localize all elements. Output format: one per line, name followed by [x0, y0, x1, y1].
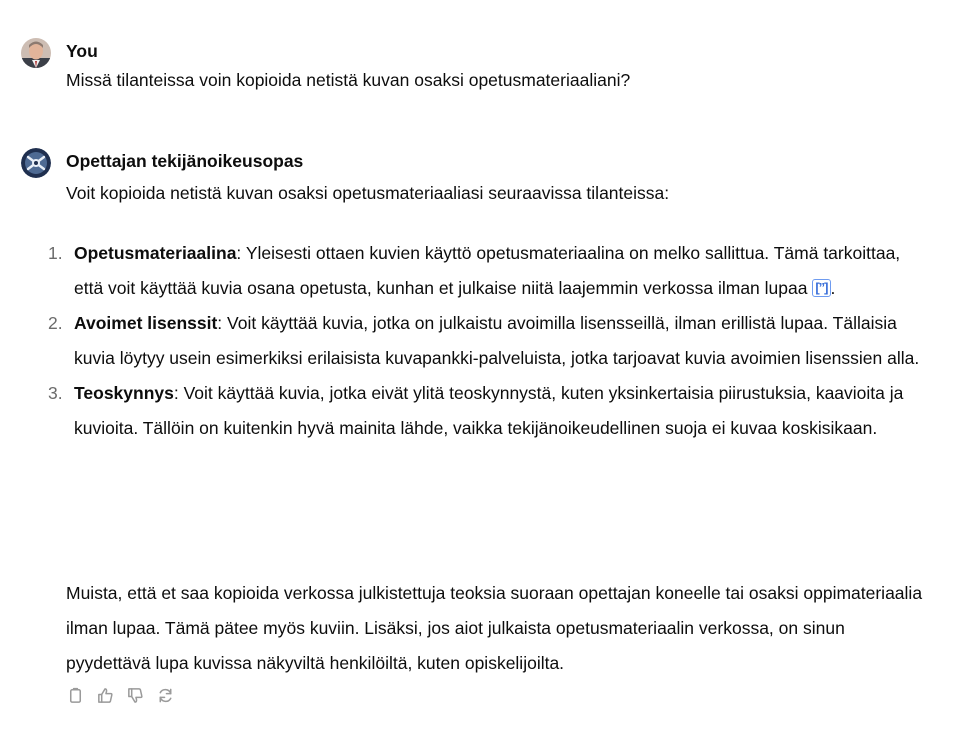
assistant-logo-icon	[21, 148, 51, 178]
assistant-intro-text: Voit kopioida netistä kuvan osaksi opetusmateriaaliasi seuraavissa tilanteissa:	[66, 183, 670, 203]
message-actions	[66, 686, 175, 706]
list-item-text-end: .	[830, 278, 836, 298]
list-item-title: Teoskynnys	[74, 383, 174, 403]
thumbs-down-icon[interactable]	[126, 686, 145, 705]
assistant-closing-text: Muista, että et saa kopioida verkossa julkistettuja teoksia suoraan opettajan koneelle tai osaksi oppimateriaalia ilman lupaa. Tämä pätee myös kuviin. Lisäksi, jos aiot julkaista opetusmateriaalin verkossa, on sinun pyydettävä lupa kuvissa näkyviltä henkilöiltä, kuten opiskelijoilta.	[66, 583, 923, 673]
thumbs-up-icon[interactable]	[96, 686, 115, 705]
user-photo-icon	[21, 38, 51, 68]
list-item-number: 1.	[48, 243, 63, 263]
citation-link[interactable]: [”]	[812, 279, 830, 297]
user-avatar	[21, 38, 51, 68]
list-item-number: 2.	[48, 313, 63, 333]
user-author-name: You	[66, 41, 98, 61]
assistant-author-name: Opettajan tekijänoikeusopas	[66, 151, 304, 171]
copy-icon[interactable]	[66, 686, 85, 705]
list-item-title: Avoimet lisenssit	[74, 313, 218, 333]
list-item-number: 3.	[48, 383, 63, 403]
list-item	[0, 306, 932, 376]
list-item	[0, 236, 932, 306]
list-item	[0, 376, 932, 446]
user-message-text: Missä tilanteissa voin kopioida netistä kuvan osaksi opetusmateriaaliani?	[66, 70, 631, 90]
regenerate-icon[interactable]	[156, 686, 175, 705]
list-item-text: : Yleisesti ottaen kuvien käyttö opetusmateriaalina on melko sallittua. Tämä tarkoittaa, että voit käyttää kuvia osana opetusta, kunhan et julkaise niitä laajemmin verkossa ilman lupaa	[74, 243, 901, 298]
answer-list	[0, 236, 932, 446]
assistant-avatar	[21, 148, 51, 178]
list-item-title: Opetusmateriaalina	[74, 243, 237, 263]
list-item-text: : Voit käyttää kuvia, jotka eivät ylitä teoskynnystä, kuten yksinkertaisia piirustuksia, kaavioita ja kuvioita. Tällöin on kuitenkin hyvä mainita lähde, vaikka tekijänoikeudellinen suoja ei kuvaa koskisikaan.	[74, 383, 904, 438]
list-item-text: : Voit käyttää kuvia, jotka on julkaistu avoimilla lisensseillä, ilman erillistä lupaa. Tällaisia kuvia löytyy usein esimerkiksi erilaisista kuvapankki-palveluista, jotka tarjoavat kuvia avoimien lisenssien alla.	[74, 313, 920, 368]
